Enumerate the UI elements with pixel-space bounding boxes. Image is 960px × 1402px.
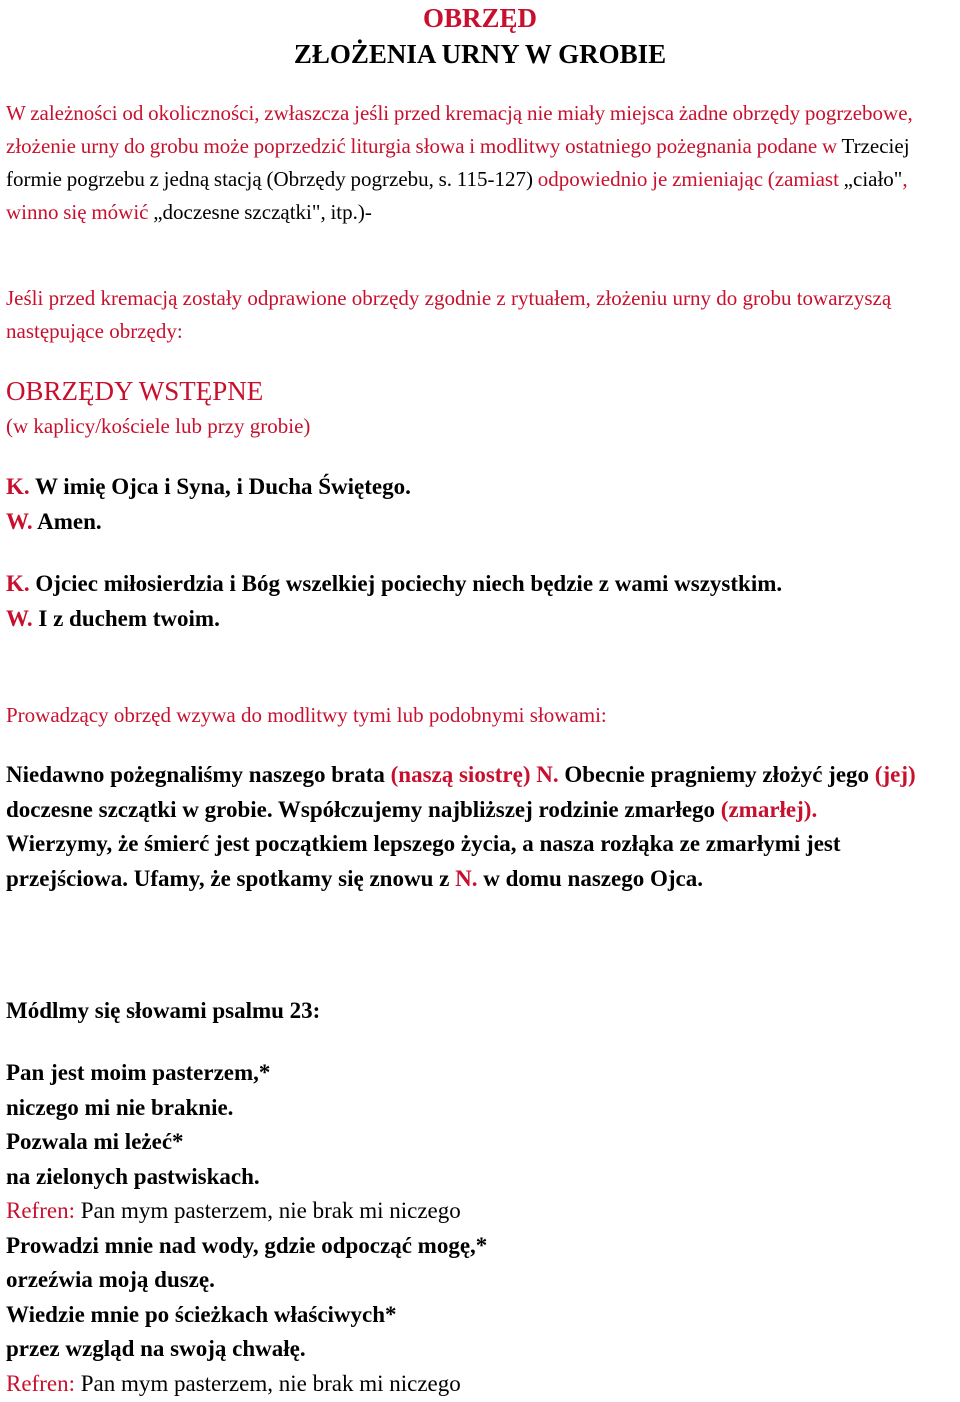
address-rubric-2: (jej) — [874, 762, 916, 787]
dialog-2-presider — [6, 567, 954, 602]
refrain-label: Refren: — [6, 1370, 75, 1396]
dialog-2 — [6, 567, 954, 636]
psalm-line: Prowadzi mnie nad wody, gdzie odpocząć mogę,* — [6, 1232, 488, 1258]
intro-quote-2: „doczesne szczątki", itp.)- — [153, 200, 372, 224]
psalm-line: Pozwala mi leżeć* — [6, 1129, 184, 1154]
address-text-3: doczesne szczątki w grobie. Współczujemy najbliższej rodzinie zmarłego — [6, 796, 721, 822]
section-header — [6, 373, 954, 443]
psalm-line: na zielonych pastwiskach. — [6, 1163, 260, 1189]
instruction-rubric: Prowadzący obrzęd wzywa do modlitwy tymi lub podobnymi słowami: — [6, 703, 607, 727]
w-marker: W. — [6, 605, 33, 631]
psalm-line: przez wzgląd na swoją chwałę. — [6, 1336, 306, 1361]
k-marker: K. — [6, 571, 30, 596]
intro-rubric-2: odpowiednio je zmieniając (zamiast — [533, 167, 844, 191]
dialog-1-w-text: Amen. — [32, 508, 102, 534]
psalm-line: Pan jest moim pasterzem,* — [6, 1060, 271, 1085]
psalm-line: niczego mi nie braknie. — [6, 1094, 234, 1120]
section-subheading: (w kaplicy/kościele lub przy grobie) — [6, 414, 311, 438]
dialog-1-presider — [6, 470, 954, 505]
dialog-1 — [6, 470, 954, 539]
dialog-2-k-text: Ojciec miłosierdzia i Bóg wszelkiej pociechy niech będzie z wami wszystkim. — [29, 571, 783, 596]
section-heading: OBRZĘDY WSTĘPNE — [6, 376, 264, 406]
intro-quote-1: „ciało" — [843, 167, 903, 191]
address-rubric-4: N. — [455, 865, 478, 891]
refrain-text: Pan mym pasterzem, nie brak mi niczego — [74, 1370, 461, 1396]
address-rubric-3: (zmarłej). — [720, 796, 818, 822]
refrain-text: Pan mym pasterzem, nie brak mi niczego — [74, 1198, 461, 1223]
address-text-1: Niedawno pożegnaliśmy naszego brata — [6, 762, 391, 787]
psalm-23 — [6, 1056, 954, 1401]
refrain-label: Refren: — [6, 1198, 75, 1223]
psalm-line: Wiedzie mnie po ścieżkach właściwych* — [6, 1301, 397, 1327]
rubric-paragraph: Jeśli przed kremacją zostały odprawione obrzędy zgodnie z rytuałem, złożeniu urny do grobu towarzyszą następujące obrzędy: — [6, 286, 892, 343]
psalm-refrain — [6, 1367, 954, 1402]
k-marker: K. — [6, 474, 30, 499]
document-title — [6, 0, 954, 72]
address-text-4: Wierzymy, że śmierć jest początkiem lepszego życia, a nasza rozłąka ze zmarłymi jest przejściowa. Ufamy, że spotkamy się znowu z — [6, 831, 841, 891]
title-line-1: OBRZĘD — [422, 3, 538, 33]
intro-reference: Trzeciej formie pogrzebu z jedną stacją (Obrzędy pogrzebu, s. 115-127) — [6, 134, 910, 191]
psalm-line: orzeźwia moją duszę. — [6, 1267, 215, 1292]
address-text-2: Obecnie pragniemy złożyć jego — [558, 762, 875, 787]
dialog-1-k-text: W imię Ojca i Syna, i Ducha Świętego. — [29, 474, 411, 499]
intro-rubric-3: , winno się mówić — [6, 167, 908, 224]
dialog-2-response — [6, 602, 954, 637]
intro-paragraph — [6, 97, 954, 229]
address-text-5: w domu naszego Ojca. — [477, 865, 703, 891]
address-paragraph — [6, 758, 954, 896]
psalm-intro: Módlmy się słowami psalmu 23: — [6, 998, 321, 1023]
title-line-2: ZŁOŻENIA URNY W GROBIE — [293, 39, 667, 69]
psalm-refrain — [6, 1194, 954, 1229]
address-rubric-1: (naszą siostrę) N. — [390, 762, 559, 787]
dialog-2-w-text: I z duchem twoim. — [32, 605, 220, 631]
dialog-1-response — [6, 505, 954, 540]
w-marker: W. — [6, 508, 33, 534]
intro-rubric-1: W zależności od okoliczności, zwłaszcza jeśli przed kremacją nie miały miejsca żadne obrzędy pogrzebowe, złożenie urny do grobu może poprzedzić liturgia słowa i modlitwy ostatniego pożegnania podane w — [6, 101, 913, 158]
